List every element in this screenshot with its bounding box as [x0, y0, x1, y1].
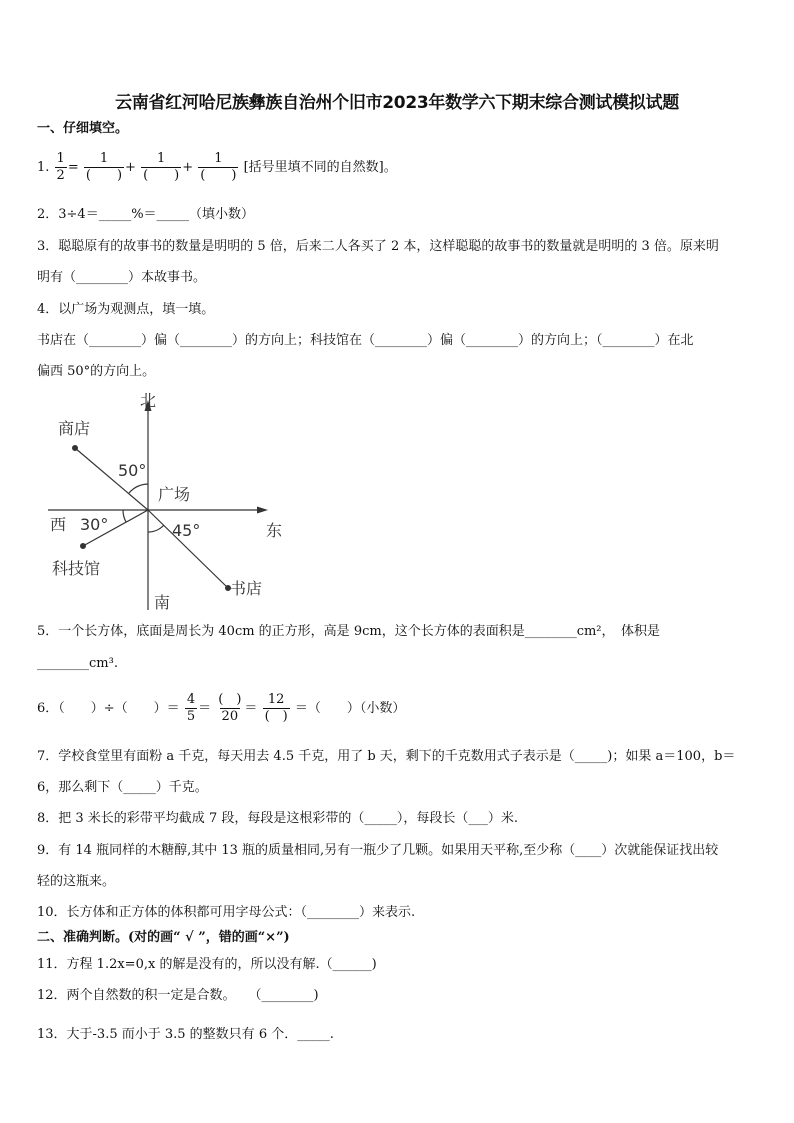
label-west: 西	[50, 515, 67, 534]
label-angle-45: 45°	[172, 521, 201, 540]
question-9-line-2: 轻的这瓶来。	[37, 874, 116, 889]
question-5-line-2: ________cm³.	[37, 656, 118, 671]
label-shop: 商店	[58, 419, 91, 438]
question-4-line-3: 偏西 50°的方向上。	[37, 364, 156, 379]
q1-fraction-2: $\frac{1}{( )}$	[143, 151, 180, 183]
label-angle-50: 50°	[118, 461, 147, 480]
question-6: 6．（ ）÷（ ）＝ $\frac{4}{5}$ ＝ $\frac{( )}{20}$ ＝ $\frac{12}{( )}$ ＝（ ）（小数）	[37, 692, 406, 724]
question-2: 2．3÷4＝_____%＝_____（填小数）	[37, 207, 255, 222]
question-3-line-1: 3．聪聪原有的故事书的数量是明明的 5 倍，后来二人各买了 2 本，这样聪聪的故事书的数量就是明明的 3 倍。原来明	[37, 239, 719, 254]
question-8: 8．把 3 米长的彩带平均截成 7 段，每段是这根彩带的（_____），每段长（___）米.	[37, 811, 518, 826]
q1-fraction-1: $\frac{1}{( )}$	[85, 151, 123, 183]
q6-fraction-1: $\frac{4}{5}$	[186, 692, 196, 724]
question-1: 1. $\frac{1}{2}$ = $\frac{1}{( )}$ + $\frac{1}{( )}$ + $\frac{1}{( )}$ [括号里填不同的自然数]。	[37, 151, 397, 183]
question-7-line-1: 7．学校食堂里有面粉 a 千克，每天用去 4.5 千克，用了 b 天，剩下的千克数用式子表示是（_____)；如果 a＝100，b＝	[37, 749, 736, 764]
page-title: 云南省红河哈尼族彝族自治州个旧市2023年数学六下期末综合测试模拟试题	[115, 93, 679, 113]
question-3-line-2: 明有（________）本故事书。	[37, 270, 207, 285]
section-2-heading: 二、准确判断。(对的画“ √ ”，错的画“×”)	[37, 930, 290, 945]
question-7-line-2: 6，那么剩下（_____）千克。	[37, 780, 208, 795]
shop-point	[72, 445, 78, 451]
q1-note: [括号里填不同的自然数]。	[243, 160, 397, 175]
q6-fraction-2: $\frac{( )}{20}$	[218, 692, 242, 724]
q1-fraction-3: $\frac{1}{( )}$	[200, 151, 237, 183]
label-angle-30: 30°	[80, 515, 109, 534]
label-book: 书店	[230, 579, 263, 598]
east-arrow-icon	[257, 507, 268, 514]
q1-lhs-fraction: $\frac{1}{2}$	[56, 151, 65, 183]
label-center: 广场	[158, 485, 191, 504]
arc-45	[148, 525, 164, 532]
arc-30	[123, 510, 126, 522]
question-4: 4．以广场为观测点，填一填。	[37, 302, 215, 317]
arc-50	[129, 484, 148, 493]
q1-number: 1.	[37, 160, 50, 175]
question-5-line-1: 5．一个长方体，底面是周长为 40cm 的正方形，高是 9cm，这个长方体的表面积是________cm²， 体积是	[37, 624, 661, 639]
question-9-line-1: 9．有 14 瓶同样的木糖醇,其中 13 瓶的质量相同,另有一瓶少了几颗。如果用天平称,至少称（____）次就能保证找出较	[37, 843, 719, 858]
label-east: 东	[266, 521, 283, 540]
question-11: 11．方程 1.2x=0,x 的解是没有的，所以没有解.（______)	[37, 957, 377, 972]
question-12: 12．两个自然数的积一定是合数。 （________)	[37, 988, 319, 1003]
question-4-line-2: 书店在（________）偏（________）的方向上；科技馆在（________）偏（________）的方向上；（________）在北	[37, 333, 694, 348]
question-13: 13．大于-3.5 而小于 3.5 的整数只有 6 个．_____.	[37, 1027, 334, 1042]
label-north: 北	[140, 391, 157, 410]
label-tech: 科技馆	[52, 559, 101, 578]
section-1-heading: 一、仔细填空。	[37, 121, 129, 136]
question-10: 10．长方体和正方体的体积都可用字母公式：（________）来表示.	[37, 905, 416, 920]
q6-fraction-3: $\frac{12}{( )}$	[264, 692, 288, 724]
label-south: 南	[154, 593, 171, 612]
direction-diagram	[40, 384, 290, 614]
tech-point	[80, 543, 86, 549]
